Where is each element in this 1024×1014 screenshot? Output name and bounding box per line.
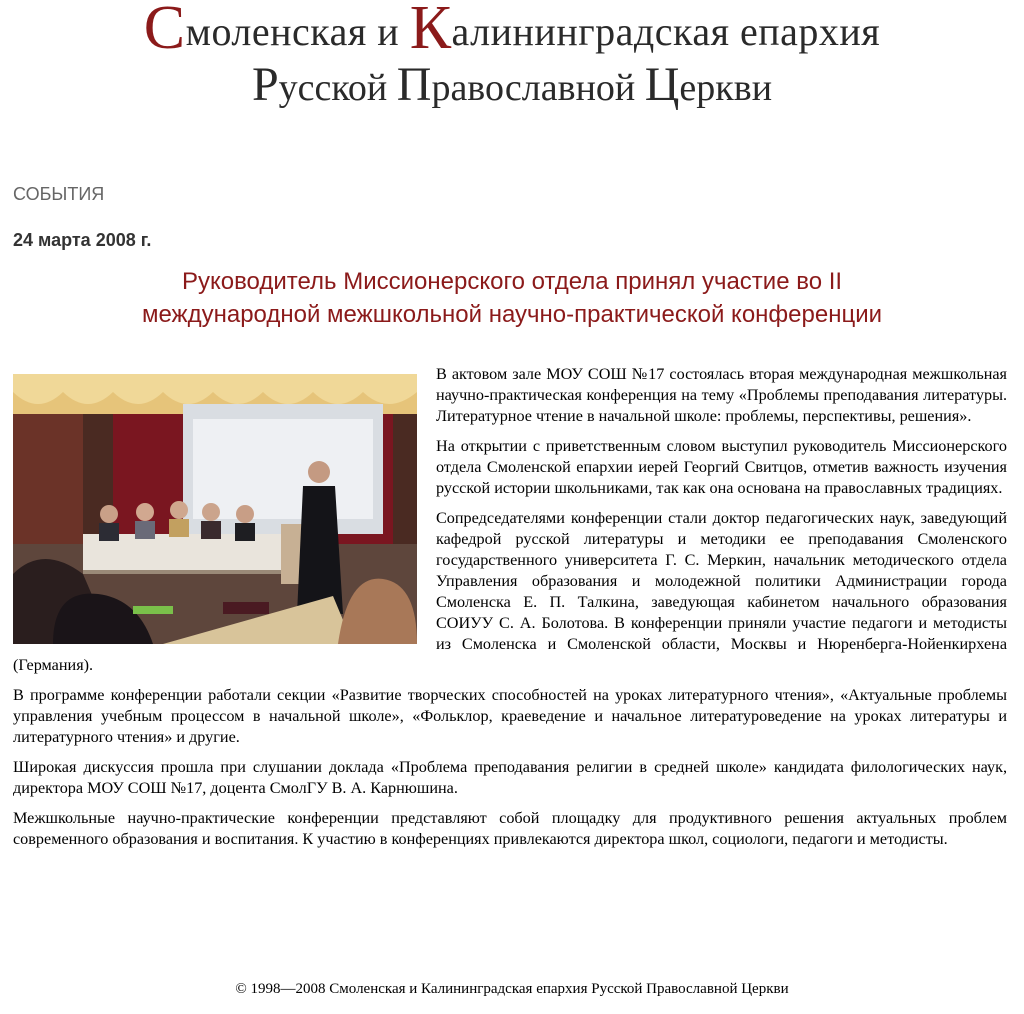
article-paragraph: В программе конференции работали секции «Развитие творческих способностей на уроках литературного чтения», «Актуальные проблемы управления учебным процессом в начальной школе», «Фольклор, краеведение и начальное литературоведение на уроках литературы и литературного чтения» и другие. bbox=[13, 686, 1007, 746]
article-paragraph: Широкая дискуссия прошла при слушании доклада «Проблема преподавания религии в средней школе» кандидата филологических наук, директора МОУ СОШ №17, доцента СмолГУ В. А. Карнюшина. bbox=[13, 758, 1007, 797]
masthead-initial-s: С bbox=[143, 0, 186, 62]
masthead-title-line2 bbox=[0, 58, 1024, 111]
masthead-text-kaliningradskaya: алининградская епархия bbox=[451, 9, 881, 54]
copyright-footer: © 1998—2008 Смоленская и Калининградская епархия Русской Православной Церкви bbox=[235, 981, 789, 997]
article-headline bbox=[0, 265, 1024, 331]
section-label[interactable]: СОБЫТИЯ bbox=[13, 184, 105, 204]
article-paragraph: Межшкольные научно-практические конференции представляют собой площадку для продуктивного решения актуальных проблем современного образования и воспитания. К участию в конференциях привлекаются директора школ, социологи, педагоги и методисты. bbox=[13, 809, 1007, 848]
article-body bbox=[13, 364, 1007, 859]
article-paragraph: Сопредседателями конференции стали доктор педагогических наук, заведующий кафедрой русской литературы и методики ее преподавания Смоленского государственного университета Г. С. Меркин, начальник методического отдела Управления образования и молодежной политики Администрации города Смоленска Е. П. Талкина, заведующая кабинетом начального образования СОИУУ С. А. Болотова. В конференции приняли участие педагоги и методисты из Смоленска и Смоленской области, Москвы и Нюренберга-Нойенкирхена (Германия). bbox=[13, 509, 1007, 674]
masthead-text-smolenskaya: моленская и bbox=[185, 9, 410, 54]
masthead-text-pravoslavnoy: равославной bbox=[431, 67, 645, 109]
headline-line-2: международной межшкольной научно-практической конференции bbox=[141, 301, 883, 328]
article-date: 24 марта 2008 г. bbox=[13, 230, 152, 250]
masthead-initial-k: К bbox=[409, 0, 452, 62]
masthead-initial-p: П bbox=[396, 58, 432, 111]
conference-photo bbox=[13, 374, 417, 644]
headline-line-1: Руководитель Миссионерского отдела принял участие во II bbox=[181, 268, 843, 295]
masthead-text-tserkvi: еркви bbox=[679, 67, 773, 109]
article-paragraph: В актовом зале МОУ СОШ №17 состоялась вторая международная межшкольная научно-практическая конференция на тему «Проблемы преподавания литературы. Литературное чтение в начальной школе: проблемы, перспективы, решения». bbox=[436, 365, 1007, 425]
masthead-initial-ts: Ц bbox=[644, 58, 680, 111]
masthead-text-russkoy: усской bbox=[278, 67, 397, 109]
conference-photo-illustration bbox=[13, 374, 417, 644]
masthead-title-line1 bbox=[0, 0, 1024, 62]
article-paragraph: На открытии с приветственным словом выступил руководитель Миссионерского отдела Смоленской епархии иерей Георгий Свитцов, отметив важность изучения русской истории школьниками, так как она основана на православных традициях. bbox=[436, 437, 1007, 497]
masthead-initial-r: Р bbox=[251, 58, 279, 111]
site-masthead[interactable] bbox=[0, 0, 1024, 111]
